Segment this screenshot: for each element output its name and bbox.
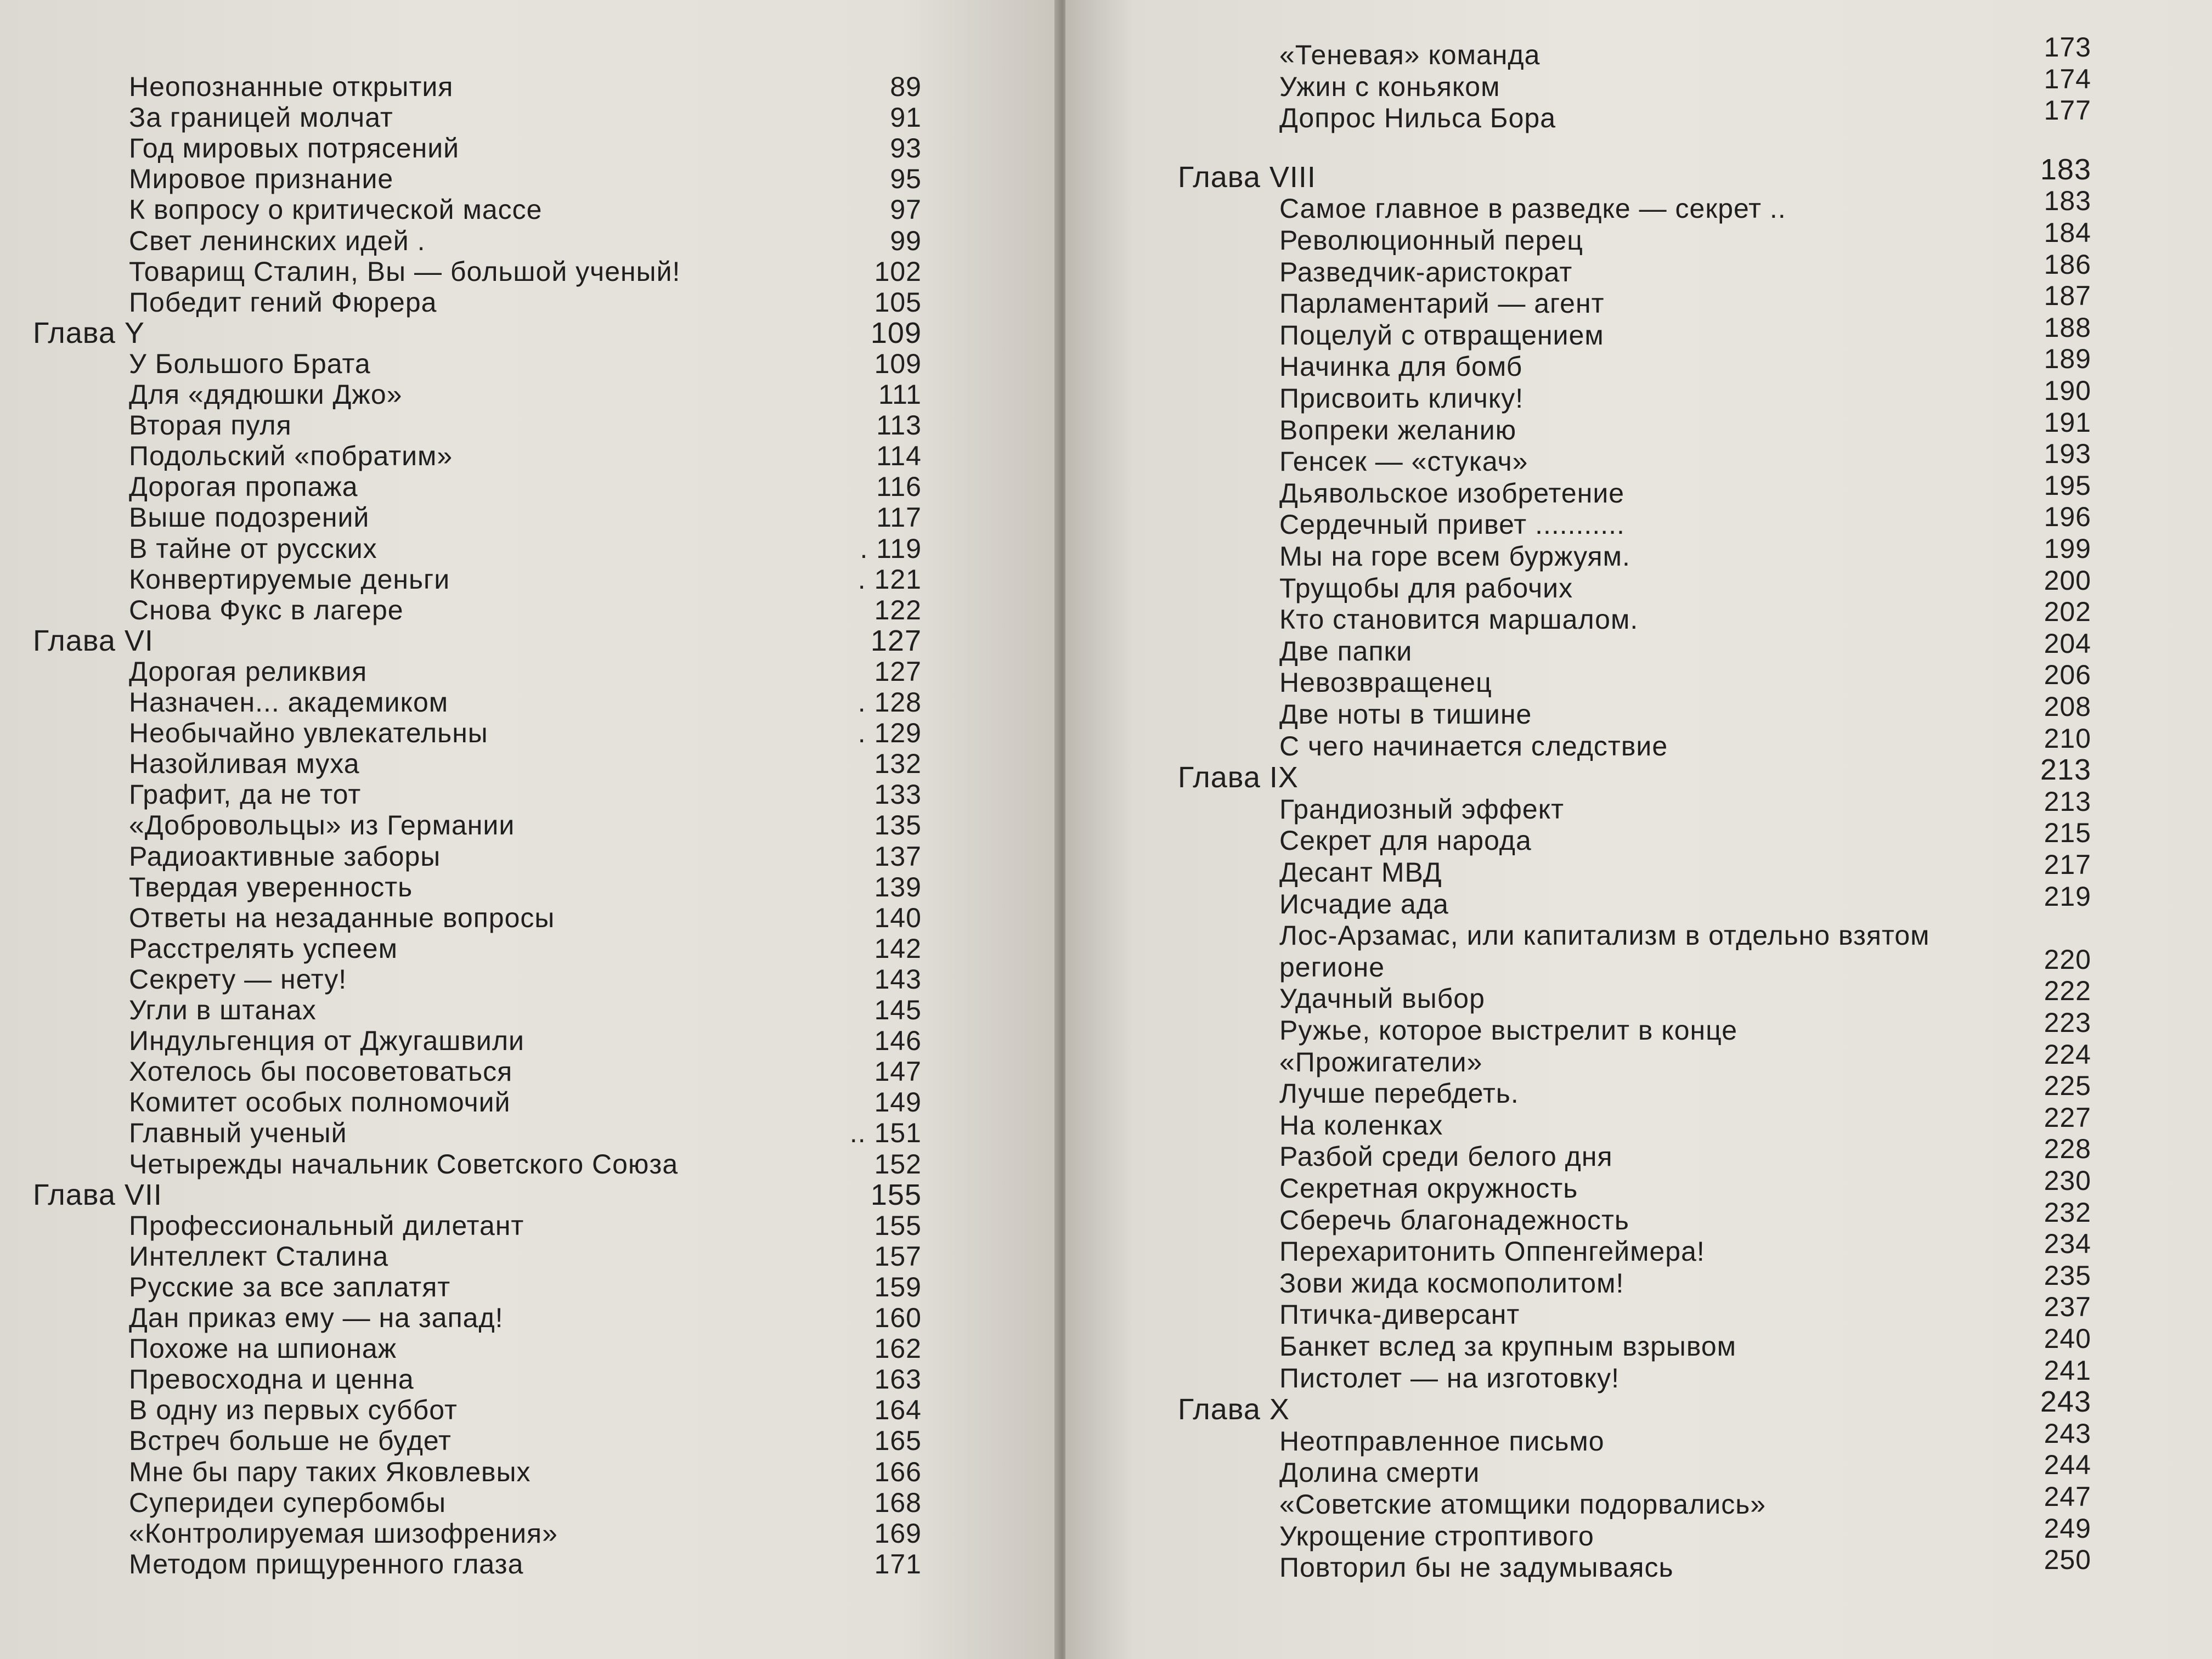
toc-entry-title: «Прожигатели» [1279,1046,1483,1077]
toc-entry-title: «Теневая» команда [1279,40,1541,70]
toc-entry-title: Выше подозрений [129,502,370,533]
toc-entry-page-number: 164 [874,1395,922,1426]
toc-entry-page-number: 213 [2044,786,2091,817]
toc-entry-page-number: . 119 [860,533,922,564]
toc-entry-title: Разбой среди белого дня [1279,1141,1613,1172]
toc-entry-page-number: 213 [2040,753,2091,787]
toc-entry-page-number: 195 [2044,470,2091,501]
toc-entry-page-number: 147 [874,1056,922,1087]
toc-entry-page-number: 188 [2044,312,2091,343]
toc-entry-title: Подольский «побратим» [129,441,453,472]
toc-chapter-heading: Глава VIII [1178,160,1316,194]
toc-entry-title: Революционный перец [1279,225,1583,256]
toc-entry-page-number: 109 [870,316,922,349]
toc-entry-title: Свет ленинских идей . [129,225,426,256]
toc-entry-page-number: 193 [2044,438,2091,470]
toc-entry-title: Дан приказ ему — на запад! [129,1302,504,1333]
toc-entry-title: Пистолет — на изготовку! [1279,1362,1620,1393]
toc-entry-title: Вопреки желанию [1279,414,1517,445]
toc-entry-page-number: 155 [870,1178,922,1211]
toc-entry-title: «Контролируемая шизофрения» [129,1517,558,1549]
toc-entry-title: Комитет особых полномочий [129,1087,511,1118]
toc-entry-title: Мировое признание [129,163,394,195]
toc-entry-page-number: 234 [2044,1228,2091,1260]
toc-entry-title: Победит гений Фюрера [129,286,437,318]
toc-entry-title: Назойливая муха [129,748,360,780]
toc-entry-page-number: 91 [890,102,922,133]
toc-entry-page-number: 222 [2044,975,2091,1007]
toc-entry-page-number: 244 [2044,1449,2091,1481]
toc-entry-page-number: 191 [2044,407,2091,438]
toc-entry-title: С чего начинается следствие [1279,730,1668,761]
toc-chapter-heading: Глава Y [33,316,145,349]
toc-entry-page-number: 217 [2044,849,2091,880]
toc-entry-title: На коленках [1279,1109,1443,1141]
toc-entry-page-number: 219 [2044,881,2091,912]
toc-entry-title: У Большого Брата [129,348,371,379]
toc-entry-title: Генсек — «стукач» [1279,446,1528,477]
toc-entry-page-number: 111 [878,379,922,410]
toc-entry-page-number: 250 [2044,1544,2091,1576]
toc-entry-title: Снова Фукс в лагере [129,594,404,625]
toc-entry-page-number: 183 [2040,153,2091,186]
toc-entry-page-number: 116 [876,471,922,503]
toc-entry-title: Секрет для народа [1279,825,1532,856]
toc-entry-title: регионе [1279,951,1385,983]
toc-entry-title: Удачный выбор [1279,983,1485,1014]
toc-entry-title: Интеллект Сталина [129,1240,389,1272]
toc-entry-page-number: 202 [2044,596,2091,628]
toc-entry-page-number: 133 [874,779,922,810]
toc-entry-page-number: 157 [874,1240,922,1272]
toc-entry-page-number: 145 [874,995,922,1025]
toc-entry-page-number: 240 [2044,1323,2091,1354]
toc-entry-title: Год мировых потрясений [129,133,460,164]
toc-entry-title: Птичка-диверсант [1279,1299,1520,1330]
toc-entry-page-number: 249 [2044,1513,2091,1544]
right-toc [1065,0,2212,1659]
toc-entry-title: Поцелуй с отвращением [1279,319,1604,351]
toc-entry-title: Трущобы для рабочих [1279,572,1573,603]
toc-entry-title: Конвертируемые деньги [129,563,450,595]
left-page [0,0,1059,1659]
toc-entry-page-number: 149 [874,1087,922,1118]
toc-entry-page-number: 243 [2040,1385,2091,1419]
toc-entry-title: Разведчик-аристократ [1279,256,1573,287]
toc-entry-title: Дорогая пропажа [129,471,358,503]
toc-entry-page-number: 105 [874,286,922,318]
toc-entry-page-number: 169 [874,1517,922,1549]
toc-entry-page-number: 199 [2044,533,2091,564]
toc-entry-title: Начинка для бомб [1279,351,1523,382]
toc-entry-page-number: 93 [890,133,922,164]
toc-entry-title: Дьявольское изобретение [1279,477,1625,509]
toc-entry-title: Неопознанные открытия [129,71,454,102]
toc-entry-page-number: 232 [2044,1197,2091,1228]
toc-entry-title: Две папки [1279,635,1413,667]
toc-entry-title: Хотелось бы посоветоваться [129,1056,513,1087]
toc-entry-page-number: 159 [874,1271,922,1302]
toc-entry-title: Суперидеи супербомбы [129,1487,447,1518]
left-toc [0,0,1059,1659]
toc-entry-page-number: 99 [890,225,922,256]
toc-entry-title: Банкет вслед за крупным взрывом [1279,1331,1737,1362]
toc-entry-page-number: 89 [890,71,922,102]
toc-entry-title: В одну из первых суббот [129,1395,458,1426]
toc-entry-page-number: 166 [874,1456,922,1487]
toc-entry-page-number: 113 [876,410,922,441]
toc-entry-title: Мне бы пару таких Яковлевых [129,1456,531,1487]
toc-entry-page-number: 127 [870,624,922,657]
toc-entry-page-number: . 121 [857,563,922,595]
toc-entry-page-number: 184 [2044,217,2091,248]
toc-entry-page-number: 174 [2044,63,2091,94]
toc-entry-title: Десант МВД [1279,857,1442,888]
toc-entry-page-number: . 128 [857,687,922,718]
toc-entry-title: Угли в штанах [129,995,317,1025]
toc-entry-page-number: . 129 [857,718,922,749]
toc-entry-page-number: 237 [2044,1291,2091,1323]
toc-entry-title: Необычайно увлекательны [129,718,488,749]
toc-entry-title: Лос-Арзамас, или капитализм в отдельно взятом [1279,920,1930,951]
toc-entry-page-number: 206 [2044,659,2091,691]
toc-entry-page-number: 160 [874,1302,922,1333]
toc-entry-title: За границей молчат [129,102,393,133]
toc-entry-page-number: 190 [2044,375,2091,406]
toc-entry-page-number: 220 [2044,944,2091,975]
toc-entry-page-number: 235 [2044,1260,2091,1291]
toc-entry-page-number: 241 [2044,1355,2091,1386]
toc-entry-title: Назначен... академиком [129,687,449,718]
toc-entry-page-number: 146 [874,1025,922,1057]
toc-entry-title: Индульгенция от Джугашвили [129,1025,524,1057]
toc-entry-title: Две ноты в тишине [1279,699,1532,730]
toc-entry-title: Методом прищуренного глаза [129,1548,524,1579]
toc-entry-page-number: 162 [874,1333,922,1364]
toc-entry-page-number: 177 [2044,95,2091,126]
toc-entry-page-number: 227 [2044,1102,2091,1133]
toc-entry-title: В тайне от русских [129,533,377,564]
toc-entry-title: Вторая пуля [129,410,292,441]
toc-entry-title: Радиоактивные заборы [129,840,441,872]
toc-entry-page-number: 95 [890,163,922,195]
toc-entry-page-number: 173 [2044,32,2091,63]
toc-entry-page-number: 142 [874,933,922,964]
toc-entry-title: Грандиозный эффект [1279,793,1565,825]
toc-entry-title: Твердая уверенность [129,871,413,902]
toc-entry-page-number: 152 [874,1148,922,1180]
toc-entry-page-number: 204 [2044,628,2091,659]
toc-chapter-heading: Глава X [1178,1393,1290,1426]
toc-entry-title: Графит, да не тот [129,779,362,810]
toc-entry-page-number: 200 [2044,565,2091,596]
toc-entry-title: Для «дядюшки Джо» [129,379,403,410]
toc-entry-title: Кто становится маршалом. [1279,604,1639,635]
toc-entry-page-number: 140 [874,902,922,933]
toc-entry-title: Секретная окружность [1279,1173,1578,1204]
toc-entry-title: Зови жида космополитом! [1279,1267,1624,1299]
toc-entry-title: Ужин с коньяком [1279,71,1500,102]
toc-entry-page-number: 210 [2044,723,2091,754]
toc-entry-page-number: 97 [890,194,922,225]
toc-entry-page-number: 186 [2044,249,2091,280]
toc-entry-title: Мы на горе всем буржуям. [1279,541,1630,572]
toc-entry-title: Ружье, которое выстрелит в конце [1279,1015,1738,1046]
toc-entry-page-number: 135 [874,810,922,841]
toc-entry-title: Невозвращенец [1279,667,1492,698]
toc-entry-page-number: 215 [2044,817,2091,849]
toc-entry-title: Похоже на шпионаж [129,1333,397,1364]
toc-chapter-heading: Глава IX [1178,761,1299,794]
toc-chapter-heading: Глава VI [33,624,154,657]
toc-entry-title: Парламентарий — агент [1279,288,1605,319]
toc-entry-page-number: 208 [2044,691,2091,722]
toc-entry-title: Укрощение строптивого [1279,1520,1594,1551]
toc-entry-page-number: 187 [2044,280,2091,312]
toc-entry-page-number: 114 [876,441,922,472]
toc-entry-page-number: 163 [874,1364,922,1395]
toc-entry-page-number: 102 [874,256,922,287]
toc-entry-page-number: 230 [2044,1165,2091,1196]
toc-entry-title: Дорогая реликвия [129,656,368,687]
toc-entry-page-number: 117 [876,502,922,533]
toc-entry-title: Превосходна и ценна [129,1364,414,1395]
toc-entry-page-number: 137 [874,840,922,872]
toc-entry-title: Сберечь благонадежность [1279,1204,1629,1235]
toc-entry-page-number: 168 [874,1487,922,1518]
toc-entry-title: «Добровольцы» из Германии [129,810,515,841]
toc-entry-title: Исчадие ада [1279,888,1449,919]
toc-entry-title: Главный ученый [129,1118,347,1149]
toc-entry-page-number: 247 [2044,1481,2091,1512]
toc-entry-page-number: 224 [2044,1039,2091,1070]
toc-entry-page-number: 155 [874,1210,922,1241]
toc-entry-page-number: 127 [874,656,922,687]
toc-entry-title: Самое главное в разведке — секрет .. [1279,193,1786,224]
toc-entry-page-number: 223 [2044,1007,2091,1038]
toc-entry-title: Секрету — нету! [129,963,347,995]
toc-entry-title: «Советские атомщики подорвались» [1279,1489,1767,1520]
toc-entry-page-number: 171 [874,1548,922,1579]
right-page [1065,0,2212,1659]
toc-entry-page-number: 122 [874,594,922,625]
toc-entry-page-number: 143 [874,963,922,995]
toc-entry-title: К вопросу о критической массе [129,194,543,225]
toc-entry-page-number: 189 [2044,343,2091,375]
toc-chapter-heading: Глава VII [33,1178,162,1211]
toc-entry-page-number: 243 [2044,1418,2091,1449]
toc-entry-page-number: 183 [2044,185,2091,217]
toc-entry-page-number: 165 [874,1425,922,1457]
toc-entry-page-number: 132 [874,748,922,780]
toc-entry-title: Четырежды начальник Советского Союза [129,1148,679,1180]
toc-entry-title: Повторил бы не задумываясь [1279,1552,1674,1583]
toc-entry-title: Расстрелять успеем [129,933,398,964]
toc-entry-title: Допрос Нильса Бора [1279,103,1556,134]
toc-entry-title: Присвоить кличку! [1279,383,1524,414]
toc-entry-title: Товарищ Сталин, Вы — большой ученый! [129,256,681,287]
toc-entry-page-number: 139 [874,871,922,902]
toc-entry-page-number: 109 [874,348,922,379]
toc-entry-page-number: 228 [2044,1133,2091,1165]
toc-entry-title: Профессиональный дилетант [129,1210,524,1241]
toc-entry-title: Долина смерти [1279,1457,1480,1488]
toc-entry-page-number: .. 151 [849,1118,922,1149]
toc-entry-title: Русские за все заплатят [129,1271,451,1302]
toc-entry-page-number: 225 [2044,1070,2091,1102]
toc-entry-title: Лучше перебдеть. [1279,1078,1519,1109]
toc-entry-title: Неотправленное письмо [1279,1425,1605,1457]
toc-entry-title: Сердечный привет ........... [1279,509,1625,540]
toc-entry-title: Перехаритонить Оппенгеймера! [1279,1236,1705,1267]
toc-entry-title: Встреч больше не будет [129,1425,452,1457]
toc-entry-title: Ответы на незаданные вопросы [129,902,555,933]
toc-entry-page-number: 196 [2044,501,2091,533]
